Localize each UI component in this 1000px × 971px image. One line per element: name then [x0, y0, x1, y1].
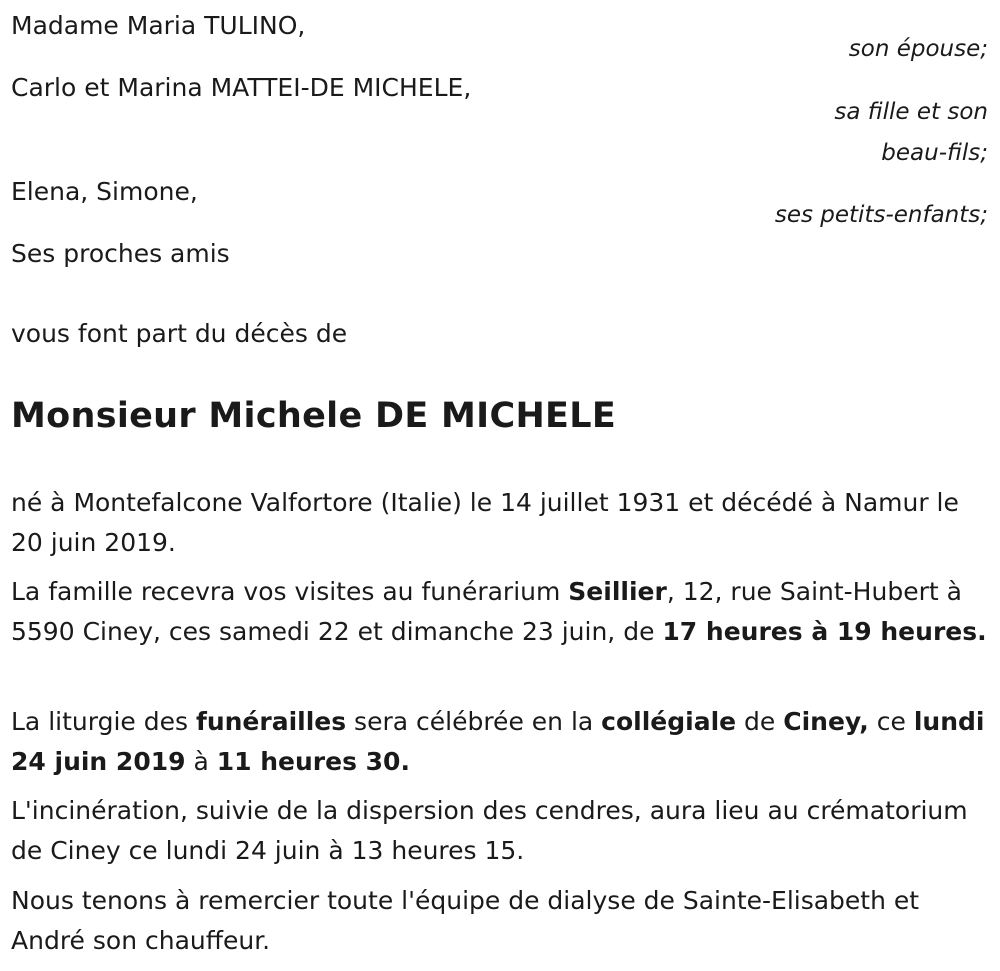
- family-member-spouse: Madame Maria TULINO,: [11, 11, 306, 40]
- thanks-paragraph: Nous tenons à remercier toute l'équipe de dialyse de Sainte-Elisabeth et André son chauffeur.: [11, 886, 920, 955]
- birth-death-paragraph: né à Montefalcone Valfortore (Italie) le 14 juillet 1931 et décédé à Namur le 20 juin 2019.: [11, 488, 959, 557]
- church-label: collégiale: [601, 707, 737, 736]
- relation-grandchildren: ses petits-enfants;: [774, 202, 988, 228]
- funeral-label: funérailles: [195, 707, 347, 736]
- funeral-home-name: Seillier: [568, 577, 667, 606]
- visits-paragraph: La famille recevra vos visites au funérarium Seillier, 12, rue Saint-Hubert à 5590 Ciney, ces samedi 22 et dimanche 23 juin, de 17 heures à 19 heures.: [11, 577, 987, 646]
- funeral-date: lundi 24 juin 2019: [11, 707, 985, 776]
- relation-daughter-line-1: sa fille et son: [834, 99, 988, 125]
- town-label: Ciney,: [783, 707, 869, 736]
- visiting-hours: 17 heures à 19 heures.: [662, 617, 987, 646]
- liturgy-paragraph: La liturgie des funérailles sera célébrée en la collégiale de Ciney, ce lundi 24 juin 2019 à 11 heures 30.: [11, 707, 985, 776]
- funeral-time: 11 heures 30.: [216, 747, 410, 776]
- relation-spouse: son épouse;: [848, 36, 988, 62]
- family-member-daughter: Carlo et Marina MATTEI-DE MICHELE,: [11, 73, 472, 102]
- family-member-friends: Ses proches amis: [11, 239, 230, 268]
- relation-daughter-line-2: beau-fils;: [881, 140, 988, 166]
- announcement-text: vous font part du décès de: [11, 319, 348, 348]
- cremation-paragraph: L'incinération, suivie de la dispersion des cendres, aura lieu au crématorium de Ciney ce lundi 24 juin à 13 heures 15.: [11, 796, 968, 865]
- family-member-grandchildren: Elena, Simone,: [11, 177, 198, 206]
- deceased-name: Monsieur Michele DE MICHELE: [11, 396, 617, 436]
